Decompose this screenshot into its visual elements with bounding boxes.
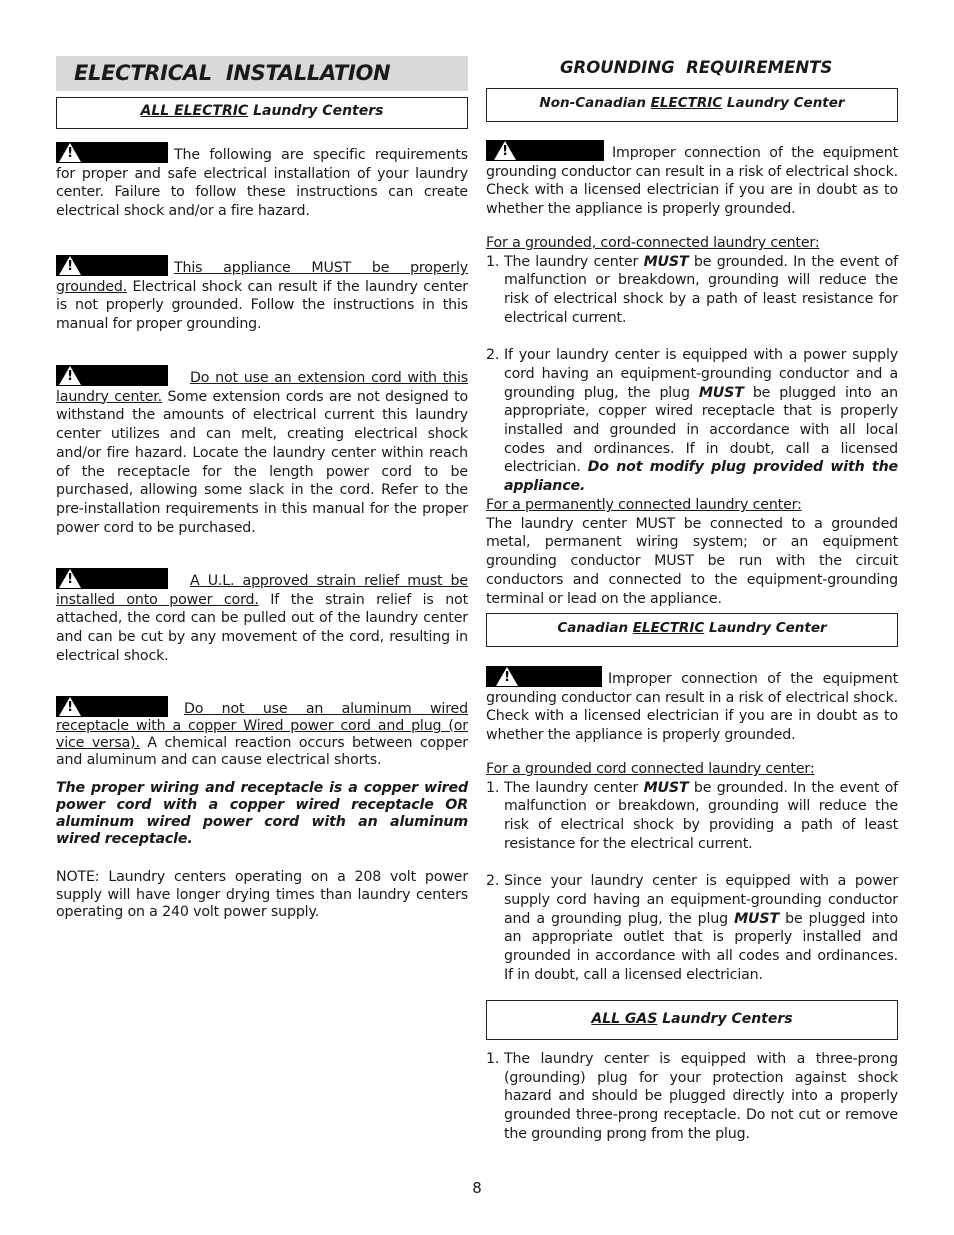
all-gas-label: ALL GAS — [591, 1011, 658, 1027]
noncanadian-box — [486, 88, 898, 122]
warning-lead: Do not use an extension cord with this laundry center. — [56, 370, 468, 405]
list-item: 1. The laundry center MUST be grounded. In the event of malfunction or breakdown, grounding will reduce the risk of electrical shock by a path of least resistance for electrical current. — [486, 253, 898, 326]
wiring-note-text: The proper wiring and receptacle is a copper wired power cord with a copper wired receptacle OR aluminum wired power cord with an aluminum wired receptacle. — [56, 780, 468, 847]
warning-triangle-icon: ! — [486, 666, 602, 687]
warning-triangle-icon: ! — [56, 696, 168, 717]
all-gas-suffix: Laundry Centers — [657, 1011, 793, 1027]
perm-heading: For a permanently connected laundry center: — [486, 497, 802, 513]
warning-text: Improper connection of the equipment grounding conductor can result in a risk of electrical shock. Check with a licensed electrician if you are in doubt as to whether the appliance is properly grounded. — [486, 145, 898, 218]
all-electric-suffix: Laundry Centers — [248, 103, 384, 119]
warning-block-2 — [56, 255, 468, 334]
box-electric: ELECTRIC — [650, 95, 723, 111]
all-electric-box — [56, 97, 468, 129]
warning-block-1 — [56, 142, 468, 221]
warning-lead: This appliance MUST be properly grounded. — [56, 260, 468, 295]
box-suffix: Laundry Center — [722, 95, 845, 111]
warning-text: proper and safe electrical installation of your laundry center. Failure to follow these instructions can create electrical shock and/or a fire hazard. — [56, 165, 468, 220]
page-number: 8 — [472, 1179, 482, 1197]
cord-heading: For a grounded, cord-connected laundry center: — [486, 235, 820, 251]
warning-text: Improper connection of the equipment grounding conductor can result in a risk of electrical shock. Check with a licensed electrician if you are in doubt as to whether the appliance is properly grounded. — [486, 671, 898, 744]
warning-triangle-icon: ! — [56, 568, 168, 589]
warning-block-5 — [56, 696, 468, 769]
permanent-section — [486, 496, 898, 608]
box-suffix: Laundry Center — [704, 620, 827, 636]
warning-text: Some extension cords are not designed to withstand the amounts of electrical current this laundry center utilizes and can melt, creating electrical shock and/or fire hazard. Locate the laundry center within reach of the receptacle for the length power cord to be purchased, allowing some slack in the cord. Refer to the pre-installation requirements in this manual for the proper power cord to be purchased. — [56, 388, 469, 536]
warning-triangle-icon: ! — [56, 142, 168, 163]
section-title: ELECTRICAL INSTALLATION — [74, 61, 391, 85]
warning-lead: Do not use an aluminum wired receptacle with a copper Wired power cord and plug (or vice versa). — [56, 701, 468, 751]
warning-triangle-icon: ! — [56, 255, 168, 276]
warning-triangle-icon: ! — [56, 365, 168, 386]
warning-triangle-icon: ! — [486, 140, 604, 161]
warning-text: Electrical shock can result if the laundry center is not properly grounded. Follow the instructions in this manual for proper grounding. — [56, 278, 468, 333]
grounding-warning-2 — [486, 666, 898, 745]
wiring-note-bold — [56, 780, 468, 848]
warning-text: A chemical reaction occurs between copper and aluminum and can cause electrical shorts. — [56, 735, 468, 768]
list-item: 2. If your laundry center is equipped with a power supply cord having an equipment-grounding conductor and a grounding plug, the plug MUST be plugged into an appropriate, copper wired receptacle that is properly installed and grounded in accordance with all local codes and ordinances. If in doubt, call a licensed electrician. Do not modify plug provided with the appliance. — [486, 347, 898, 495]
canadian-cord-section — [486, 760, 898, 984]
canadian-box — [486, 613, 898, 647]
warning-lead: A U.L. approved strain relief must be installed onto power cord. — [56, 573, 468, 608]
cord-heading-2: For a grounded cord connected laundry center: — [486, 761, 815, 777]
box-prefix: Canadian — [557, 620, 633, 636]
list-item: 2. Since your laundry center is equipped with a power supply cord having an equipment-grounding conductor and a grounding plug, the plug MUST be plugged into an appropriate outlet that is properly installed and grounded in accordance with all codes and ordinances. If in doubt, call a licensed electrician. — [486, 873, 898, 983]
grounding-warning-1 — [486, 140, 898, 219]
list-item: 1. The laundry center MUST be grounded. In the event of malfunction or breakdown, grounding will reduce the risk of electrical shock by providing a path of least resistance for the electrical current. — [486, 779, 898, 852]
all-gas-box — [486, 1000, 898, 1040]
warning-text: If the strain relief is not attached, the cord can be pulled out of the laundry center and can be cut by any movement of the cord, resulting in electrical shock. — [56, 591, 468, 664]
box-prefix: Non-Canadian — [539, 95, 651, 111]
voltage-note — [56, 869, 468, 922]
perm-text: The laundry center MUST be connected to a grounded metal, permanent wiring system; or an equipment grounding conductor MUST be run with the circuit conductors and connected to the equipment-grounding terminal or lead on the appliance. — [486, 515, 898, 607]
list-item: 1. The laundry center is equipped with a three-prong (grounding) plug for your protection against shock hazard and should be plugged directly into a properly grounded three-prong receptacle. Do not cut or remove the grounding prong from the plug. — [486, 1051, 898, 1142]
gas-section — [486, 1050, 898, 1144]
voltage-note-text: NOTE: Laundry centers operating on a 208 volt power supply will have longer drying times than laundry centers operating on a 240 volt power supply. — [56, 869, 468, 920]
all-electric-label: ALL ELECTRIC — [140, 103, 249, 119]
warning-block-4 — [56, 568, 468, 666]
box-electric: ELECTRIC — [632, 620, 705, 636]
cord-connected-section — [486, 234, 898, 496]
grounding-heading: GROUNDING REQUIREMENTS — [560, 58, 833, 77]
section-title-bar — [56, 56, 468, 91]
warning-block-3 — [56, 365, 468, 537]
warning-lead: The following are specific requirements for — [56, 147, 468, 182]
